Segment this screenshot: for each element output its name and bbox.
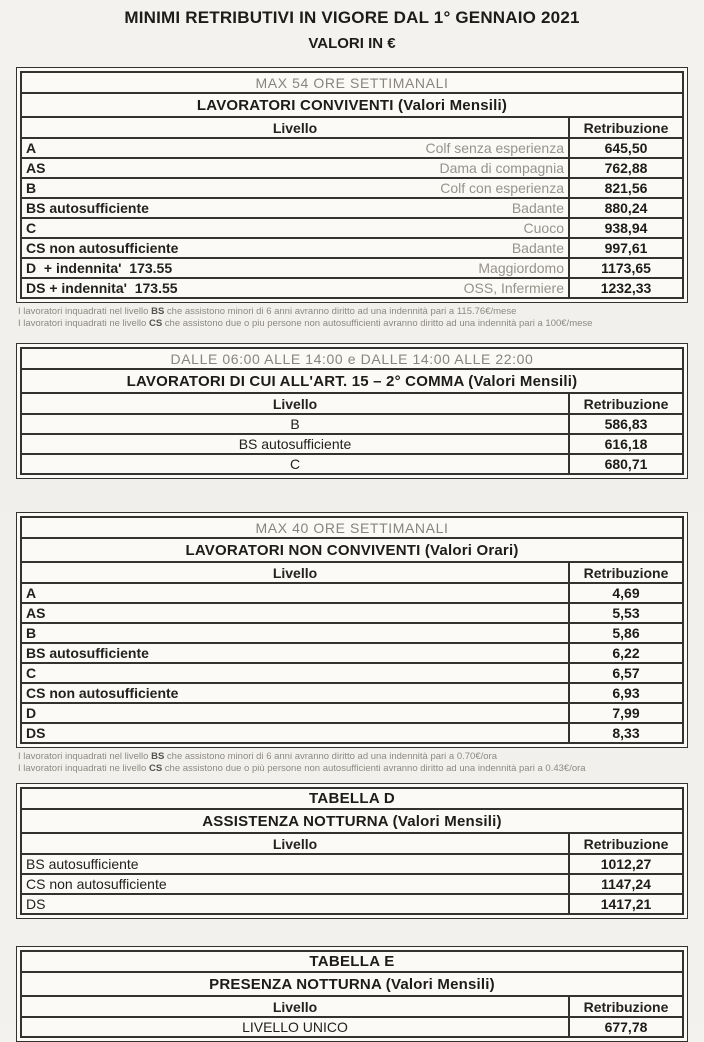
pay-cell: 645,50 [604,140,648,156]
table-row [22,895,682,913]
level-cell [22,435,570,453]
pay-cell: 821,56 [604,180,648,196]
table-title: LAVORATORI CONVIVENTI (Valori Mensili) [22,94,682,118]
level-label: CS non autosufficiente [26,240,179,256]
level-label: D + indennita' 173.55 [26,260,173,276]
column-header-pay: Retribuzione [583,564,669,581]
level-label: C [289,456,301,472]
level-cell [22,604,570,622]
role-label: Maggiordomo [478,260,564,276]
table-title: PRESENZA NOTTURNA (Valori Mensili) [22,973,682,997]
table-header-row [22,394,682,415]
table-tabella-d [16,783,688,919]
table-body [22,855,682,913]
table-title: LAVORATORI DI CUI ALL'ART. 15 – 2° COMMA (Valori Mensili) [22,370,682,394]
page-title: MINIMI RETRIBUTIVI IN VIGORE DAL 1° GENNAIO 2021 [124,8,580,27]
role-label: Badante [511,200,564,216]
role-label: OSS, Infermiere [463,280,564,296]
level-label: AS [26,160,46,176]
pay-cell: 1147,24 [601,876,651,892]
column-header-pay: Retribuzione [583,119,669,136]
table-conviventi [16,67,688,303]
level-cell [22,684,570,702]
level-cell [22,875,570,893]
level-cell [22,179,570,197]
table-art15 [16,343,688,479]
table-body [22,584,682,742]
footnotes [18,306,686,330]
pay-cell: 1232,33 [600,280,652,296]
level-label: CS non autosufficiente [26,876,167,892]
role-label: Dama di compagnia [439,160,564,176]
table-tabella-e [16,946,688,1042]
table-header-row [22,834,682,855]
level-cell [22,415,570,433]
table-row [22,159,682,179]
pay-cell: 6,93 [612,685,640,701]
table-row [22,179,682,199]
table-section-tabella-d [16,783,688,919]
pay-cell: 6,57 [612,665,640,681]
table-row [22,139,682,159]
table-row [22,724,682,742]
table-row [22,435,682,455]
level-label: A [26,585,37,601]
level-label: AS [26,605,46,621]
table-row [22,855,682,875]
table-row [22,584,682,604]
level-label: BS autosufficiente [26,856,139,872]
level-label: C [26,665,37,681]
role-label: Cuoco [523,220,564,236]
table-banner: TABELLA E [22,952,682,973]
column-header-level: Livello [22,997,570,1016]
level-label: DS [26,725,46,741]
table-row [22,604,682,624]
footnote: I lavoratori inquadrati ne livello CS che assistono due o piu persone non autosufficienti avranno diritto ad una indennità pari a 100€/mese [18,318,593,329]
level-label: CS non autosufficiente [26,685,179,701]
level-label: BS autosufficiente [238,436,352,452]
footnote: I lavoratori inquadrati nel livello BS che assistono minori di 6 anni avranno diritto ad una indennità pari a 115.76€/mese [18,306,517,317]
table-row [22,624,682,644]
level-label: DS + indennita' 173.55 [26,280,178,296]
table-banner: MAX 54 ORE SETTIMANALI [22,73,682,94]
role-label: Colf con esperienza [440,180,564,196]
pay-cell: 1417,21 [600,896,652,912]
footnote: I lavoratori inquadrati ne livello CS che assistono due o più persone non autosufficienti avranno diritto ad una indennità pari a 0.43€/ora [18,763,586,774]
table-title: ASSISTENZA NOTTURNA (Valori Mensili) [22,810,682,834]
level-label: B [26,625,37,641]
pay-cell: 8,33 [612,725,640,741]
table-title: LAVORATORI NON CONVIVENTI (Valori Orari) [22,539,682,563]
table-row [22,199,682,219]
table-row [22,259,682,279]
table-non-conviventi [16,512,688,748]
table-body [22,415,682,473]
column-header-level: Livello [22,563,570,582]
level-cell [22,895,570,913]
table-body [22,139,682,297]
column-header-pay: Retribuzione [583,835,669,852]
pay-cell: 997,61 [604,240,648,256]
level-cell [22,139,570,157]
table-banner: DALLE 06:00 ALLE 14:00 e DALLE 14:00 ALLE 22:00 [22,349,682,370]
level-cell [22,704,570,722]
level-cell [22,199,570,217]
table-section-conviventi [16,67,688,330]
pay-cell: 6,22 [612,645,640,661]
level-cell [22,664,570,682]
level-cell [22,855,570,873]
table-row [22,875,682,895]
level-cell [22,455,570,473]
footnote: I lavoratori inquadrati nel livello BS che assistono minori di 6 anni avranno diritto ad una indennità pari a 0.70€/ora [18,751,497,762]
column-header-level: Livello [22,118,570,137]
level-cell [22,239,570,257]
table-banner: TABELLA D [22,789,682,810]
level-label: LIVELLO UNICO [242,1019,348,1035]
pay-cell: 586,83 [604,416,648,432]
column-header-pay: Retribuzione [583,998,669,1015]
table-row [22,455,682,473]
pay-cell: 938,94 [604,220,648,236]
table-row [22,279,682,297]
pay-cell: 677,78 [604,1019,648,1035]
level-label: D [26,705,37,721]
pay-cell: 616,18 [604,436,648,452]
level-cell [22,724,570,742]
table-body [22,1018,682,1036]
column-header-level: Livello [22,834,570,853]
level-cell [22,259,570,277]
level-label: B [26,180,37,196]
pay-cell: 5,53 [612,605,640,621]
table-row [22,219,682,239]
pay-cell: 5,86 [612,625,640,641]
level-label: A [26,140,37,156]
page-subtitle: VALORI IN € [308,35,396,52]
table-row [22,239,682,259]
level-label: BS autosufficiente [26,200,149,216]
level-cell [22,624,570,642]
footnotes [18,751,686,775]
pay-cell: 7,99 [612,705,640,721]
level-label: DS [26,896,46,912]
pay-cell: 1012,27 [600,856,652,872]
pay-cell: 880,24 [604,200,648,216]
role-label: Badante [511,240,564,256]
table-section-tabella-e [16,946,688,1042]
table-header-row [22,118,682,139]
table-banner: MAX 40 ORE SETTIMANALI [22,518,682,539]
table-header-row [22,563,682,584]
table-header-row [22,997,682,1018]
level-label: C [26,220,37,236]
pay-cell: 762,88 [604,160,648,176]
column-header-pay: Retribuzione [583,395,669,412]
level-cell [22,219,570,237]
table-row [22,644,682,664]
level-cell [22,644,570,662]
pay-cell: 4,69 [612,585,640,601]
level-cell [22,159,570,177]
table-row [22,684,682,704]
pay-cell: 1173,65 [601,260,651,276]
table-row [22,415,682,435]
table-row [22,664,682,684]
column-header-level: Livello [22,394,570,413]
level-label: B [290,416,300,432]
table-row [22,1018,682,1036]
level-cell [22,279,570,297]
level-label: BS autosufficiente [26,645,149,661]
pay-cell: 680,71 [604,456,648,472]
level-cell [22,584,570,602]
role-label: Colf senza esperienza [425,140,564,156]
table-section-art15 [16,343,688,479]
table-row [22,704,682,724]
table-section-non-conviventi [16,512,688,775]
level-cell [22,1018,570,1036]
